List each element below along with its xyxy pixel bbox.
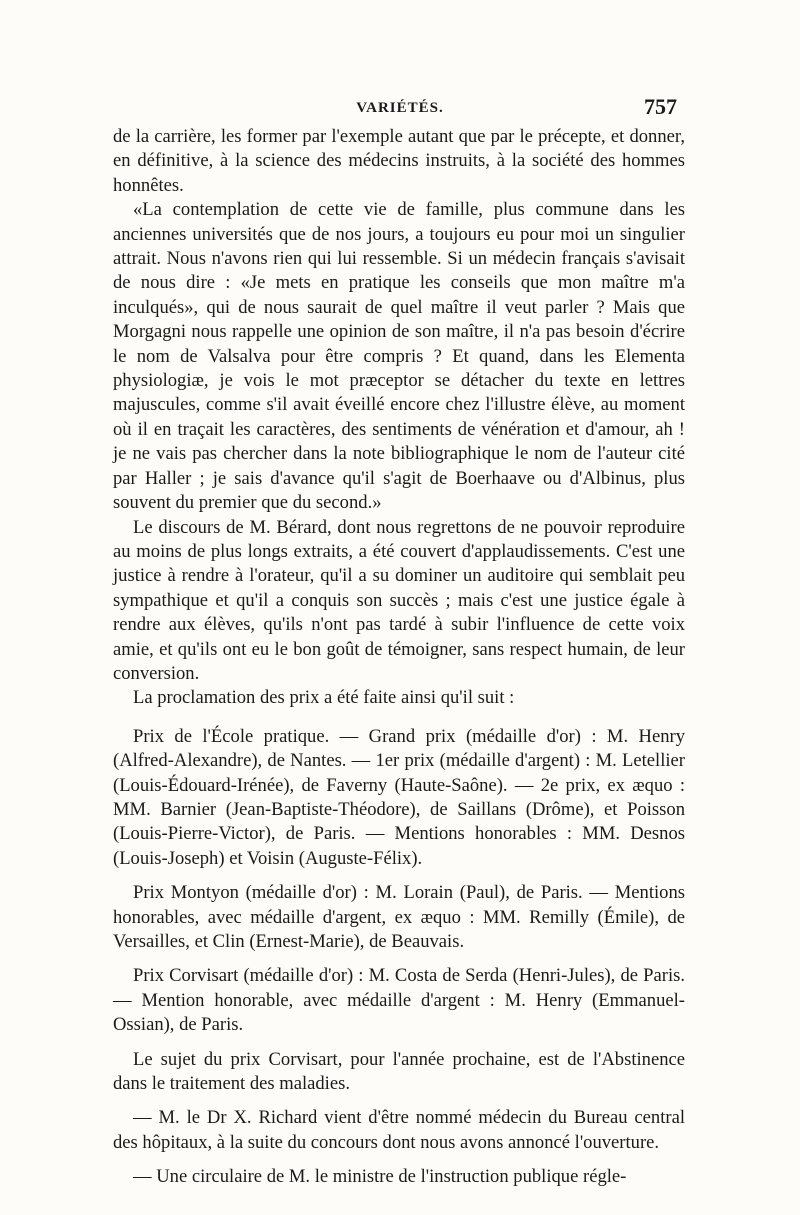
paragraph: «La contemplation de cette vie de famille, plus commune dans les anciennes universités que de nos jours, a toujours eu pour moi un singulier attrait. Nous n'avons rien qui lui ressemble. Si un médecin français s'avisait de nous dire : «Je mets en pratique les conseils que mon maître m'a inculqués», qui de nous saurait de quel maître il veut parler ? Mais que Morgagni nous rappelle une opinion de son maître, il n'a pas besoin d'écrire le nom de Valsalva pour être compris ? Et quand, dans les Elementa physiologiæ, je vois le mot præceptor se détacher du texte en lettres majuscules, comme s'il avait éveillé encore chez l'illustre élève, au moment où il en traçait les caractères, des sentiments de vénération et d'amour, ah ! je ne vais pas chercher dans la note bibliographique le nom de l'auteur cité par Haller ; je sais d'avance qu'il s'agit de Boerhaave ou d'Albinus, plus souvent du premier que du second.»: [113, 199, 685, 514]
body-text: [113, 125, 685, 1190]
page-number: 757: [644, 94, 677, 119]
paragraph: de la carrière, les former par l'exemple autant que par le précepte, et donner, en définitive, à la science des médecins instruits, à la société des hommes honnêtes.: [113, 126, 685, 196]
prize-paragraph: Prix de l'École pratique. — Grand prix (médaille d'or) : M. Henry (Alfred-Alexandre), de Nantes. — 1er prix (médaille d'argent) : M. Letellier (Louis-Édouard-Irénée), de Faverny (Haute-Saône). — 2e prix, ex æquo : MM. Barnier (Jean-Baptiste-Théodore), de Saillans (Drôme), et Poisson (Louis-Pierre-Victor), de Paris. — Mentions honorables : MM. Desnos (Louis-Joseph) et Voisin (Auguste-Félix).: [113, 725, 685, 869]
prize-paragraph: Prix Corvisart (médaille d'or) : M. Costa de Serda (Henri-Jules), de Paris. — Mention honorable, avec médaille d'argent : M. Henry (Emmanuel-Ossian), de Paris.: [113, 965, 685, 1036]
paragraph: La proclamation des prix a été faite ainsi qu'il suit :: [133, 687, 515, 709]
news-paragraph: — Une circulaire de M. le ministre de l'instruction publique régle-: [133, 1166, 627, 1188]
running-header: VARIÉTÉS.: [356, 100, 444, 116]
paragraph: Le sujet du prix Corvisart, pour l'année prochaine, est de l'Abstinence dans le traitement des maladies.: [113, 1048, 685, 1095]
prize-paragraph: Prix Montyon (médaille d'or) : M. Lorain (Paul), de Paris. — Mentions honorables, avec médaille d'argent, ex æquo : MM. Remilly (Émile), de Versailles, et Clin (Ernest-Marie), de Beauvais.: [113, 882, 685, 952]
news-paragraph: — M. le Dr X. Richard vient d'être nommé médecin du Bureau central des hôpitaux, à la suite du concours dont nous avons annoncé l'ouverture.: [113, 1107, 685, 1153]
paragraph: Le discours de M. Bérard, dont nous regrettons de ne pouvoir reproduire au moins de plus longs extraits, a été couvert d'applaudissements. C'est une justice à rendre à l'orateur, qu'il a su dominer un auditoire qui semblait peu sympathique et qu'il a conquis son succès ; mais c'est une justice égale à rendre aux élèves, qu'ils n'ont pas tardé à subir l'influence de cette voix amie, et qu'ils ont eu le bon goût de témoigner, sans respect humain, de leur conversion.: [113, 516, 685, 684]
